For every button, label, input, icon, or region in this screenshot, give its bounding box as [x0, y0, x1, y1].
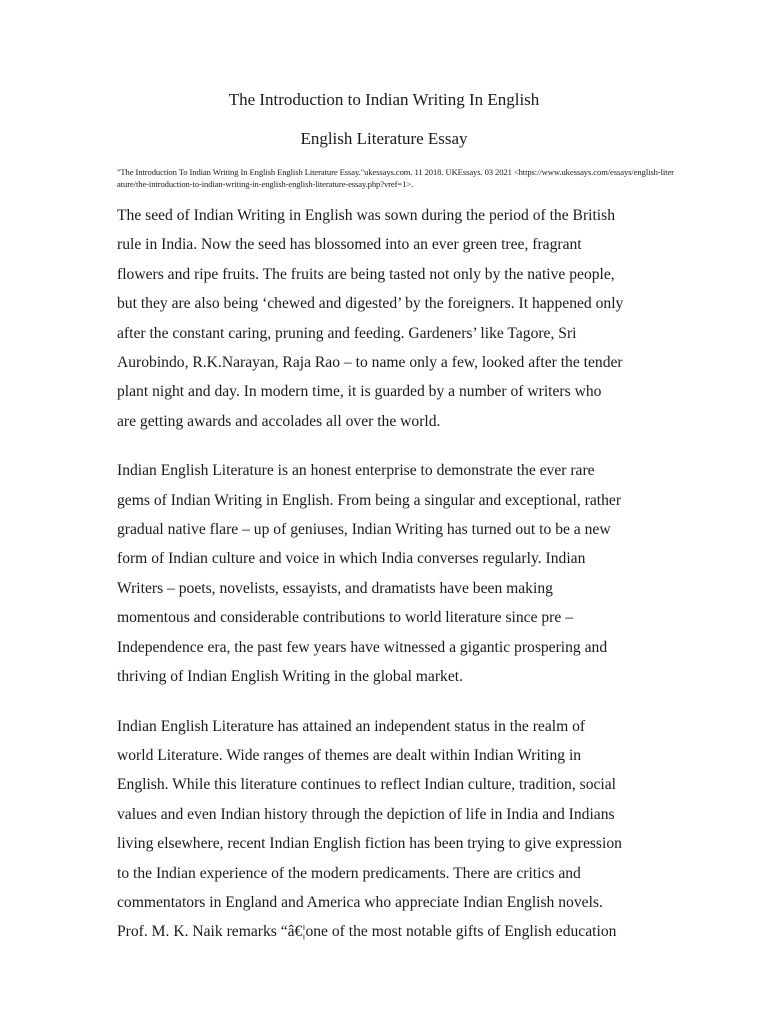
paragraph-3: Indian English Literature has attained an independent status in the realm of world Literature. Wide ranges of themes are dealt within Indian Writing in English. While this literature continues to reflect Indian culture, tradition, social values and even Indian history through the depiction of life in India and Indians living elsewhere, recent Indian English fiction has been trying to give expression to the Indian experience of the modern predicaments. There are critics and commentators in England and America who appreciate Indian English novels. Prof. M. K. Naik remarks “â€¦one of the most notable gifts of English education: [117, 717, 622, 941]
document-title: The Introduction to Indian Writing In English: [228, 90, 540, 109]
essay-body: [117, 201, 707, 967]
document-subtitle: English Literature Essay: [300, 129, 468, 148]
citation-text: "The Introduction To Indian Writing In English English Literature Essay."ukessays.com. 11 2018. UKEssays. 03 2021 <https://www.ukessays.com/essays/english-literature/the-introduction-to-indian-writing-in-english-english-literature-essay.php?vref=1>.: [117, 167, 674, 189]
paragraph-2: Indian English Literature is an honest enterprise to demonstrate the ever rare gems of Indian Writing in English. From being a singular and exceptional, rather gradual native flare – up of geniuses, Indian Writing has turned out to be a new form of Indian culture and voice in which India converses regularly. Indian Writers – poets, novelists, essayists, and dramatists have been making momentous and considerable contributions to world literature since pre – Independence era, the past few years have witnessed a gigantic prospering and thriving of Indian English Writing in the global market.: [117, 462, 622, 686]
paragraph-1: The seed of Indian Writing in English was sown during the period of the British rule in India. Now the seed has blossomed into an ever green tree, fragrant flowers and ripe fruits. The fruits are being tasted not only by the native people, but they are also being ‘chewed and digested’ by the foreigners. It happened only after the constant caring, pruning and feeding. Gardeners’ like Tagore, Sri Aurobindo, R.K.Narayan, Raja Rao – to name only a few, looked after the tender plant night and day. In modern time, it is guarded by a number of writers who are getting awards and accolades all over the world.: [117, 207, 624, 430]
